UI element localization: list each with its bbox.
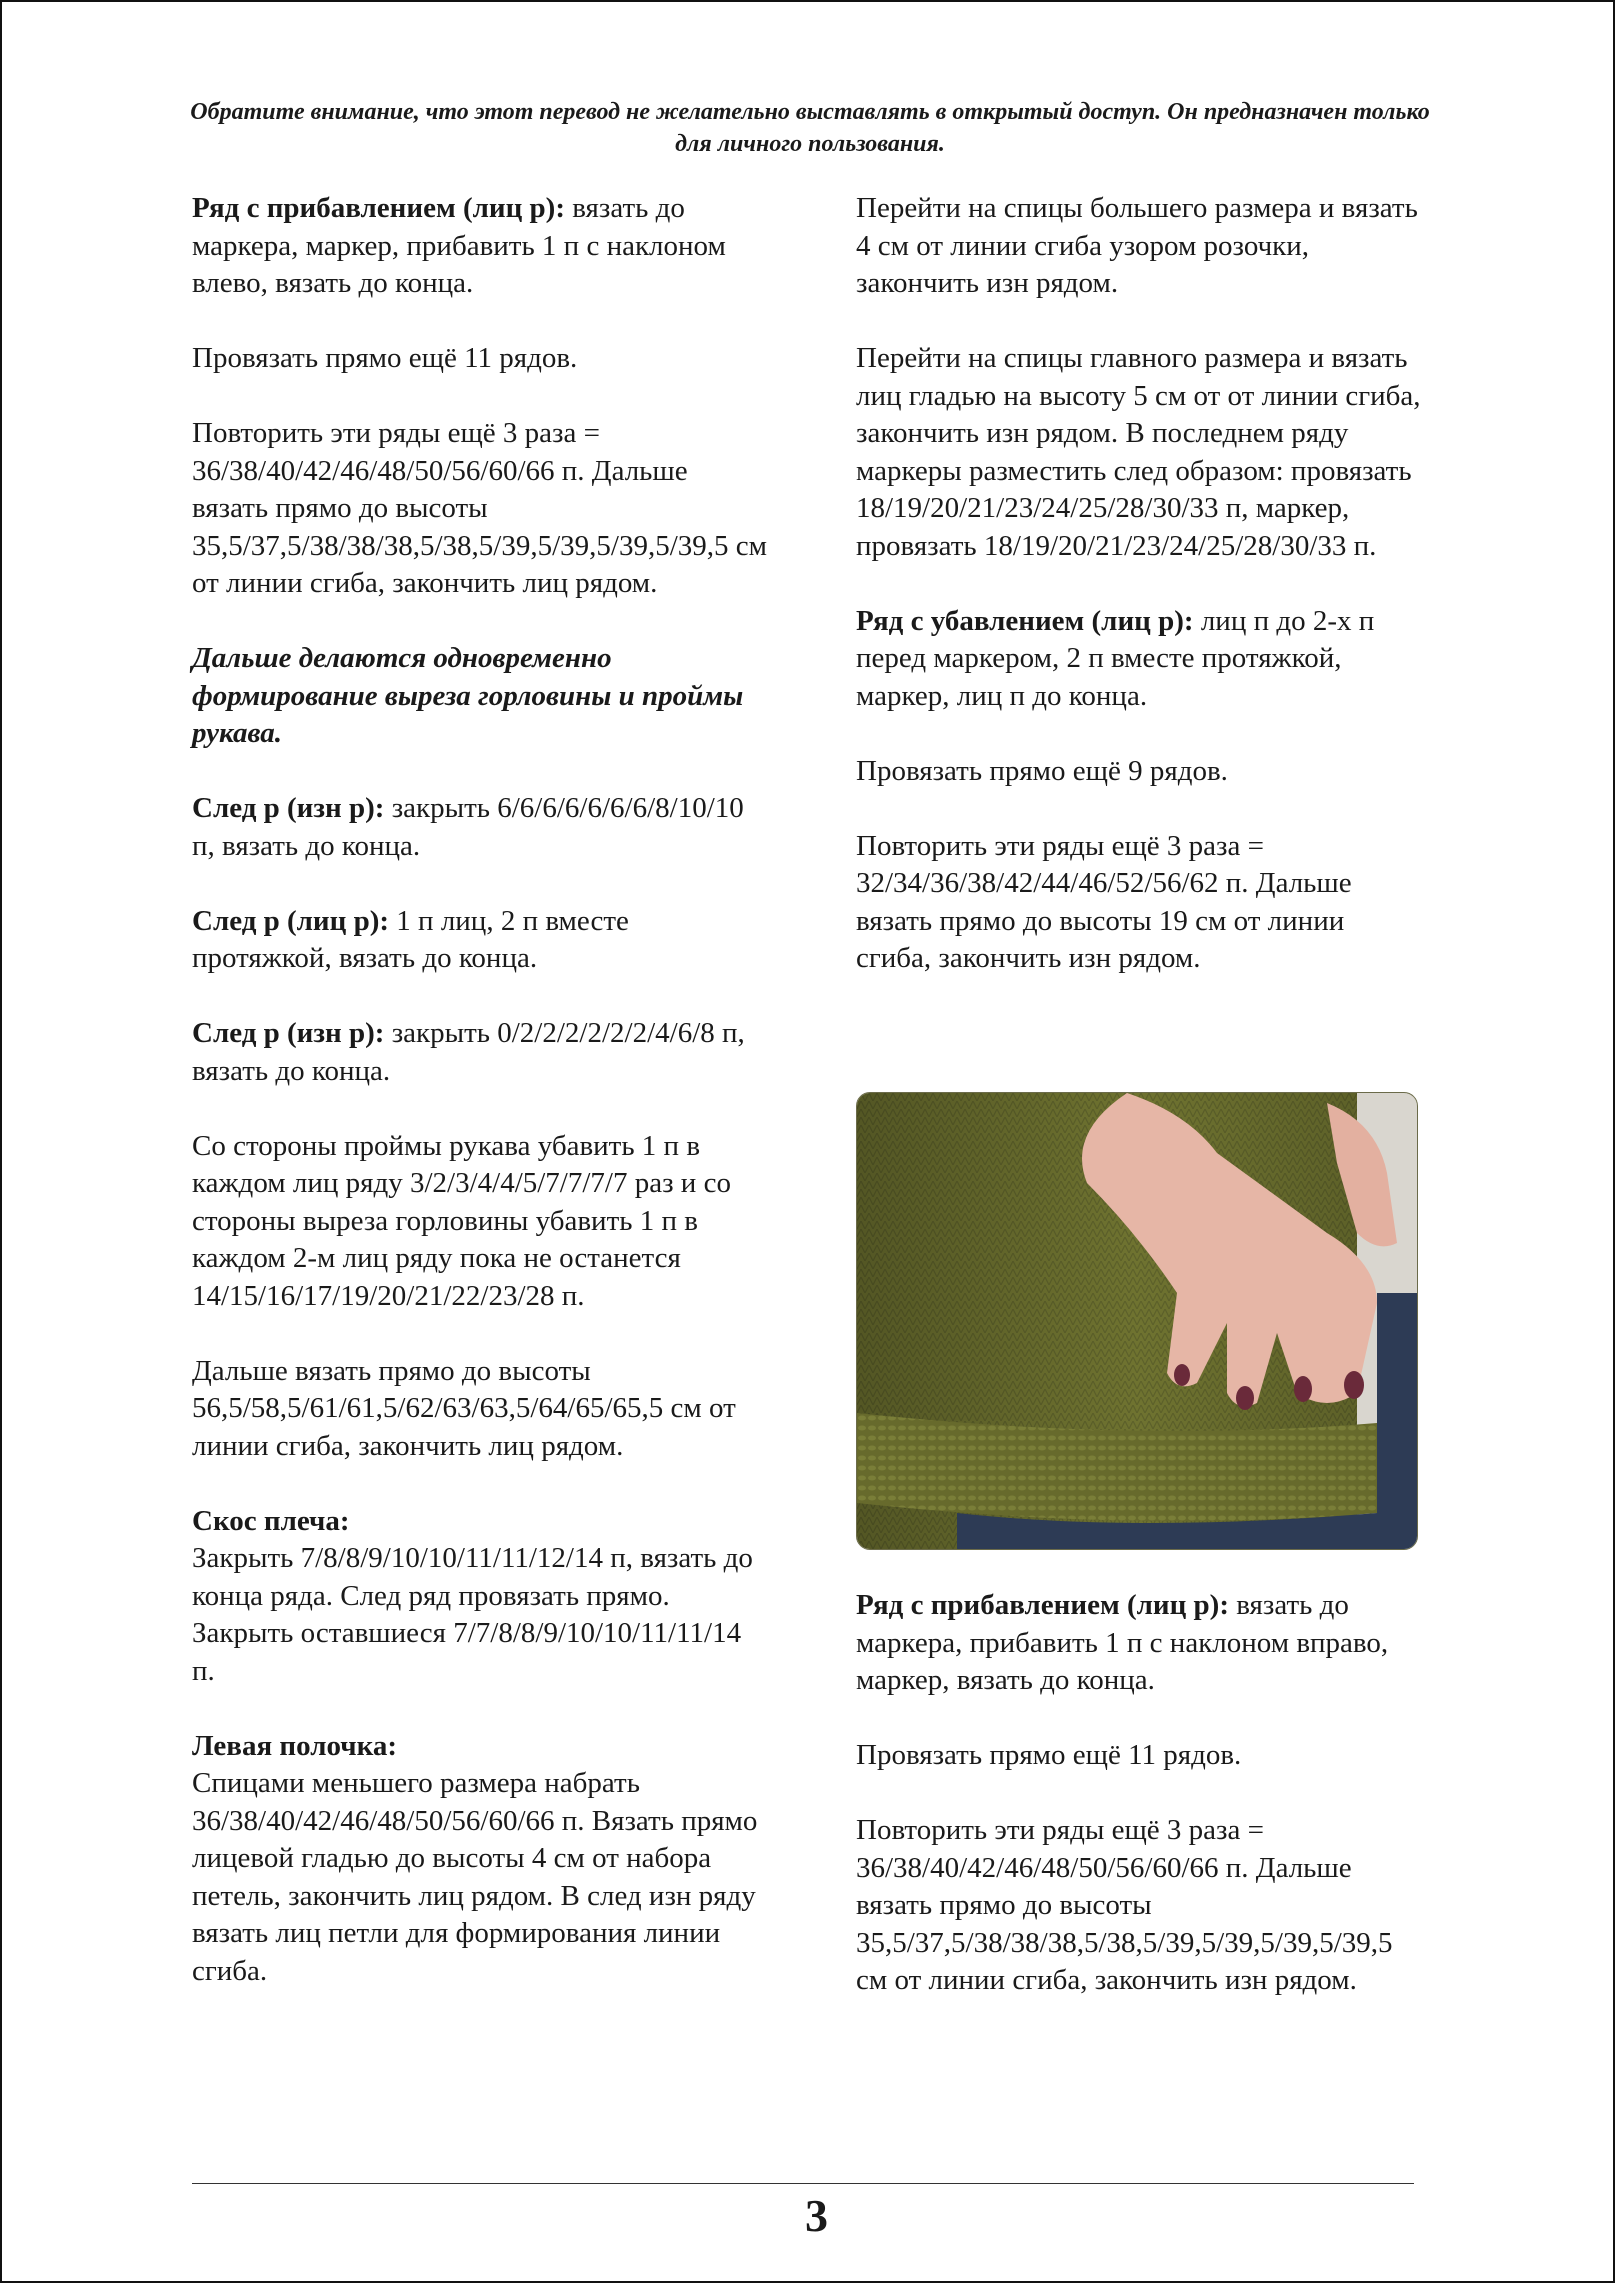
increase-row-heading: Ряд с прибавлением (лиц р): bbox=[192, 192, 565, 224]
main-needles-paragraph: Перейти на спицы главного размера и вязать лиц гладью на высоту 5 см от от линии сгиба, закончить изн рядом. В последнем ряду маркеры разместить след образом: провязать 18/19/20/21/23/24/25/28/30/33 п, маркер, провязать 18/19/20/21/23/24/25/28/30/33 п. bbox=[856, 342, 1421, 562]
notice-text: Обратите внимание, что этот перевод не желательно выставлять в открытый доступ. Он предназначен только для личного пользования. bbox=[190, 99, 1430, 157]
repeat-increase-paragraph: Повторить эти ряды ещё 3 раза = 36/38/40/42/46/48/50/56/60/66 п. Дальше вязать прямо до высоты 35,5/37,5/38/38/38,5/38,5/39,5/39,5/39,5/39,5 см от линии сгиба, закончить изн рядом. bbox=[856, 1814, 1393, 1996]
decrease-row-paragraph: Ряд с убавлением (лиц р): лиц п до 2-х п перед маркером, 2 п вместе протяжкой, маркер, лиц п до конца. bbox=[856, 604, 1375, 712]
increase-row-paragraph: Ряд с прибавлением (лиц р): вязать до маркера, маркер, прибавить 1 п с наклоном влево, вязать до конца. bbox=[192, 192, 726, 299]
left-column bbox=[192, 190, 767, 1990]
right-column-top bbox=[856, 190, 1426, 1015]
left-front-paragraph: Левая полочка: Спицами меньшего размера набрать 36/38/40/42/46/48/50/56/60/66 п. Вязать прямо лицевой гладью до высоты 4 см от набора петель, закончить лиц рядом. В след изн ряду вязать лиц петли для формирования линии сгиба. bbox=[192, 1729, 758, 1987]
neckline-armhole-heading: Дальше делаются одновременно формирование выреза горловины и проймы рукава. bbox=[192, 642, 744, 749]
next-row-rs-paragraph: След р (лиц р): 1 п лиц, 2 п вместе протяжкой, вязать до конца. bbox=[192, 904, 629, 974]
increase-row-right-paragraph: Ряд с прибавлением (лиц р): вязать до маркера, прибавить 1 п с наклоном вправо, маркер, вязать до конца. bbox=[856, 1589, 1389, 1696]
larger-needles-paragraph: Перейти на спицы большего размера и вязать 4 см от линии сгиба узором розочки, закончить изн рядом. bbox=[856, 192, 1418, 299]
knit-straight-paragraph: Дальше вязать прямо до высоты 56,5/58,5/61/61,5/62/63/63,5/64/65/65,5 см от линии сгиба, закончить лиц рядом. bbox=[192, 1354, 736, 1462]
straight-9-rows-paragraph: Провязать прямо ещё 9 рядов. bbox=[856, 754, 1228, 787]
sweater-photo bbox=[856, 1092, 1418, 1550]
repeat-decrease-paragraph: Повторить эти ряды ещё 3 раза = 32/34/36/38/42/44/46/52/56/62 п. Дальше вязать прямо до высоты 19 см от линии сгиба, закончить изн рядом. bbox=[856, 829, 1352, 974]
footer-divider bbox=[192, 2183, 1414, 2184]
decrease-row-heading: Ряд с убавлением (лиц р): bbox=[856, 604, 1194, 637]
increase-row-right-heading: Ряд с прибавлением (лиц р): bbox=[856, 1589, 1229, 1621]
straight-11-rows-paragraph: Провязать прямо ещё 11 рядов. bbox=[856, 1739, 1242, 1771]
left-front-heading: Левая полочка: bbox=[192, 1729, 398, 1762]
decrease-paragraph: Со стороны проймы рукава убавить 1 п в каждом лиц ряду 3/2/3/4/4/5/7/7/7/7 раз и со стороны выреза горловины убавить 1 п в каждом 2-м лиц ряду пока не останется 14/15/16/17/19/20/21/22/23/28 п. bbox=[192, 1129, 731, 1312]
right-column-bottom bbox=[856, 1587, 1426, 2037]
next-row-ws-2-paragraph: След р (изн р): закрыть 0/2/2/2/2/2/2/4/6/8 п, вязать до конца. bbox=[192, 1017, 745, 1087]
next-row-ws-paragraph: След р (изн р): закрыть 6/6/6/6/6/6/6/8/10/10 п, вязать до конца. bbox=[192, 792, 744, 862]
shoulder-paragraph: Скос плеча: Закрыть 7/8/8/9/10/10/11/11/12/14 п, вязать до конца ряда. След ряд провязать прямо. Закрыть оставшиеся 7/7/8/8/9/10/10/11/11/14 п. bbox=[192, 1504, 753, 1687]
shoulder-heading: Скос плеча: bbox=[192, 1504, 350, 1537]
straight-rows-paragraph: Провязать прямо ещё 11 рядов. bbox=[192, 342, 578, 374]
repeat-rows-paragraph: Повторить эти ряды ещё 3 раза = 36/38/40/42/46/48/50/56/60/66 п. Дальше вязать прямо до высоты 35,5/37,5/38/38/38,5/38,5/39,5/39,5/39,5/39,5 см от линии сгиба, закончить лиц рядом. bbox=[192, 417, 767, 599]
knit-sweater-hand-image bbox=[857, 1093, 1417, 1549]
page-number: 3 bbox=[805, 2190, 828, 2241]
